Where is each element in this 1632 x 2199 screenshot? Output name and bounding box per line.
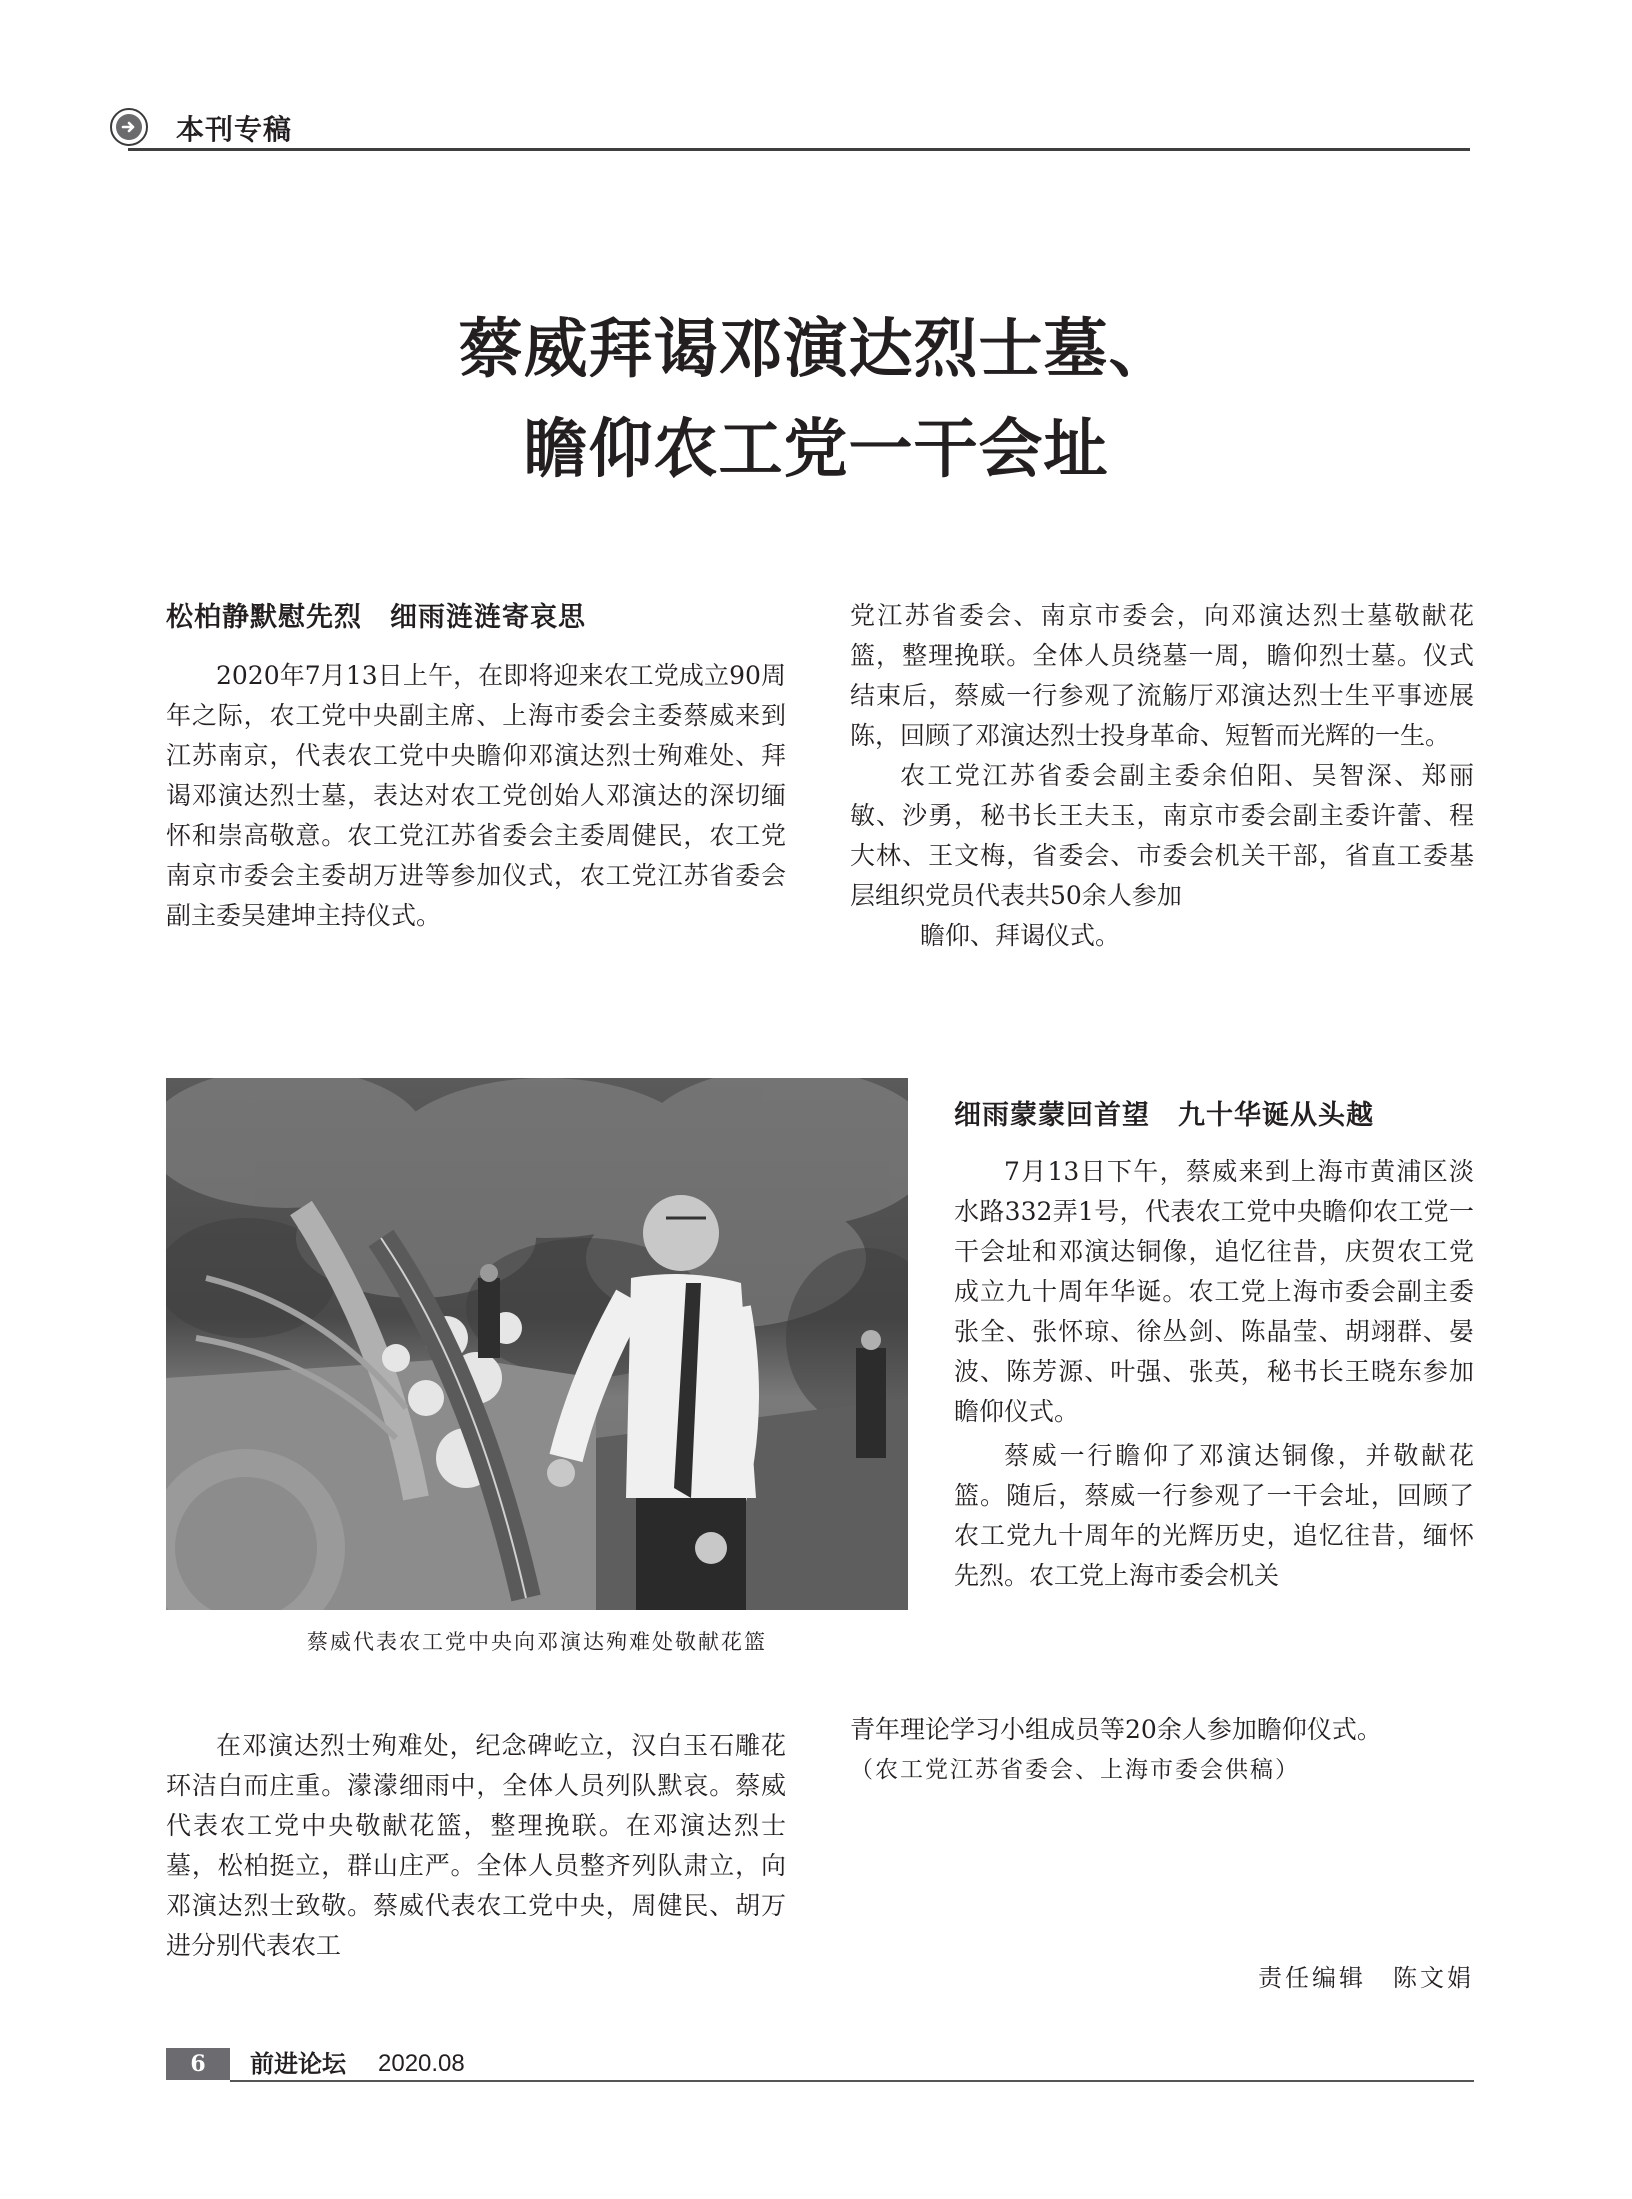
- section1-subhead: 松柏静默慰先烈 细雨涟涟寄哀思: [166, 602, 586, 633]
- section2-paragraph-2-end: 青年理论学习小组成员等20余人参加瞻仰仪式。: [850, 1715, 1382, 1744]
- photo-caption: 蔡威代表农工党中央向邓演达殉难处敬献花篮: [307, 1630, 767, 1654]
- section-header: [108, 104, 1470, 152]
- left-column-top: [166, 598, 786, 936]
- header-divider: [128, 148, 1470, 151]
- right-column-middle: [954, 1096, 1474, 1596]
- section2-subhead: 细雨蒙蒙回首望 九十华诞从头越: [954, 1100, 1374, 1131]
- magazine-name: 前进论坛: [250, 2049, 346, 2078]
- right-column-end: [850, 1710, 1474, 1790]
- arrow-right-circle-icon: [110, 108, 148, 146]
- issue-date: 2020.08: [378, 2050, 465, 2077]
- right-column-top: [850, 596, 1474, 956]
- responsible-editor: 责任编辑 陈文娟: [1258, 1964, 1474, 1992]
- section2-paragraph-2: 蔡威一行瞻仰了邓演达铜像，并敬献花篮。随后，蔡威一行参观了一干会址，回顾了农工党九十周年的光辉历史，追忆往昔，缅怀先烈。农工党上海市委会机关: [954, 1441, 1474, 1590]
- section1-paragraph-1: 2020年7月13日上午，在即将迎来农工党成立90周年之际，农工党中央副主席、上海市委会主委蔡威来到江苏南京，代表农工党中央瞻仰邓演达烈士殉难处、拜谒邓演达烈士墓，表达对农工党创始人邓演达的深切缅怀和崇高敬意。农工党江苏省委会主委周健民，农工党南京市委会主委胡万进等参加仪式，农工党江苏省委会副主委吴建坤主持仪式。: [166, 661, 786, 930]
- page-number: 6: [166, 2048, 230, 2080]
- page-footer: [166, 2048, 1474, 2088]
- wreath-ceremony-photo: [166, 1078, 908, 1610]
- article-title-line1: 蔡威拜谒邓演达烈士墓、: [458, 313, 1174, 387]
- section1-paragraph-3: 农工党江苏省委会副主委余伯阳、吴智深、郑丽敏、沙勇，秘书长王夫玉，南京市委会副主委许蕾、程大林、王文梅，省委会、市委会机关干部，省直工委基层组织党员代表共50余人参加: [850, 761, 1474, 910]
- article-photo: [166, 1078, 908, 1610]
- section1-paragraph-3-end: 瞻仰、拜谒仪式。: [920, 921, 1121, 950]
- section1-paragraph-2-continued: 党江苏省委会、南京市委会，向邓演达烈士墓敬献花篮，整理挽联。全体人员绕墓一周，瞻仰烈士墓。仪式结束后，蔡威一行参观了流觞厅邓演达烈士生平事迹展陈，回顾了邓演达烈士投身革命、短暂而光辉的一生。: [850, 601, 1474, 750]
- section-title: 本刊专稿: [176, 113, 293, 146]
- left-column-bottom: [166, 1726, 786, 1966]
- section1-paragraph-2: 在邓演达烈士殉难处，纪念碑屹立，汉白玉石雕花环洁白而庄重。濛濛细雨中，全体人员列队默哀。蔡威代表农工党中央敬献花篮，整理挽联。在邓演达烈士墓，松柏挺立，群山庄严。全体人员整齐列队肃立，向邓演达烈士致敬。蔡威代表农工党中央，周健民、胡万进分别代表农工: [166, 1731, 786, 1960]
- article-title-line2: 瞻仰农工党一干会址: [523, 413, 1109, 487]
- footer-divider: [230, 2080, 1474, 2082]
- article-title: [0, 300, 1632, 500]
- article-source: （农工党江苏省委会、上海市委会供稿）: [850, 1757, 1300, 1783]
- section2-paragraph-1: 7月13日下午，蔡威来到上海市黄浦区淡水路332弄1号，代表农工党中央瞻仰农工党一干会址和邓演达铜像，追忆往昔，庆贺农工党成立九十周年华诞。农工党上海市委会副主委张全、张怀琼、徐丛剑、陈晶莹、胡翊群、晏波、陈芳源、叶强、张英，秘书长王晓东参加瞻仰仪式。: [954, 1157, 1474, 1426]
